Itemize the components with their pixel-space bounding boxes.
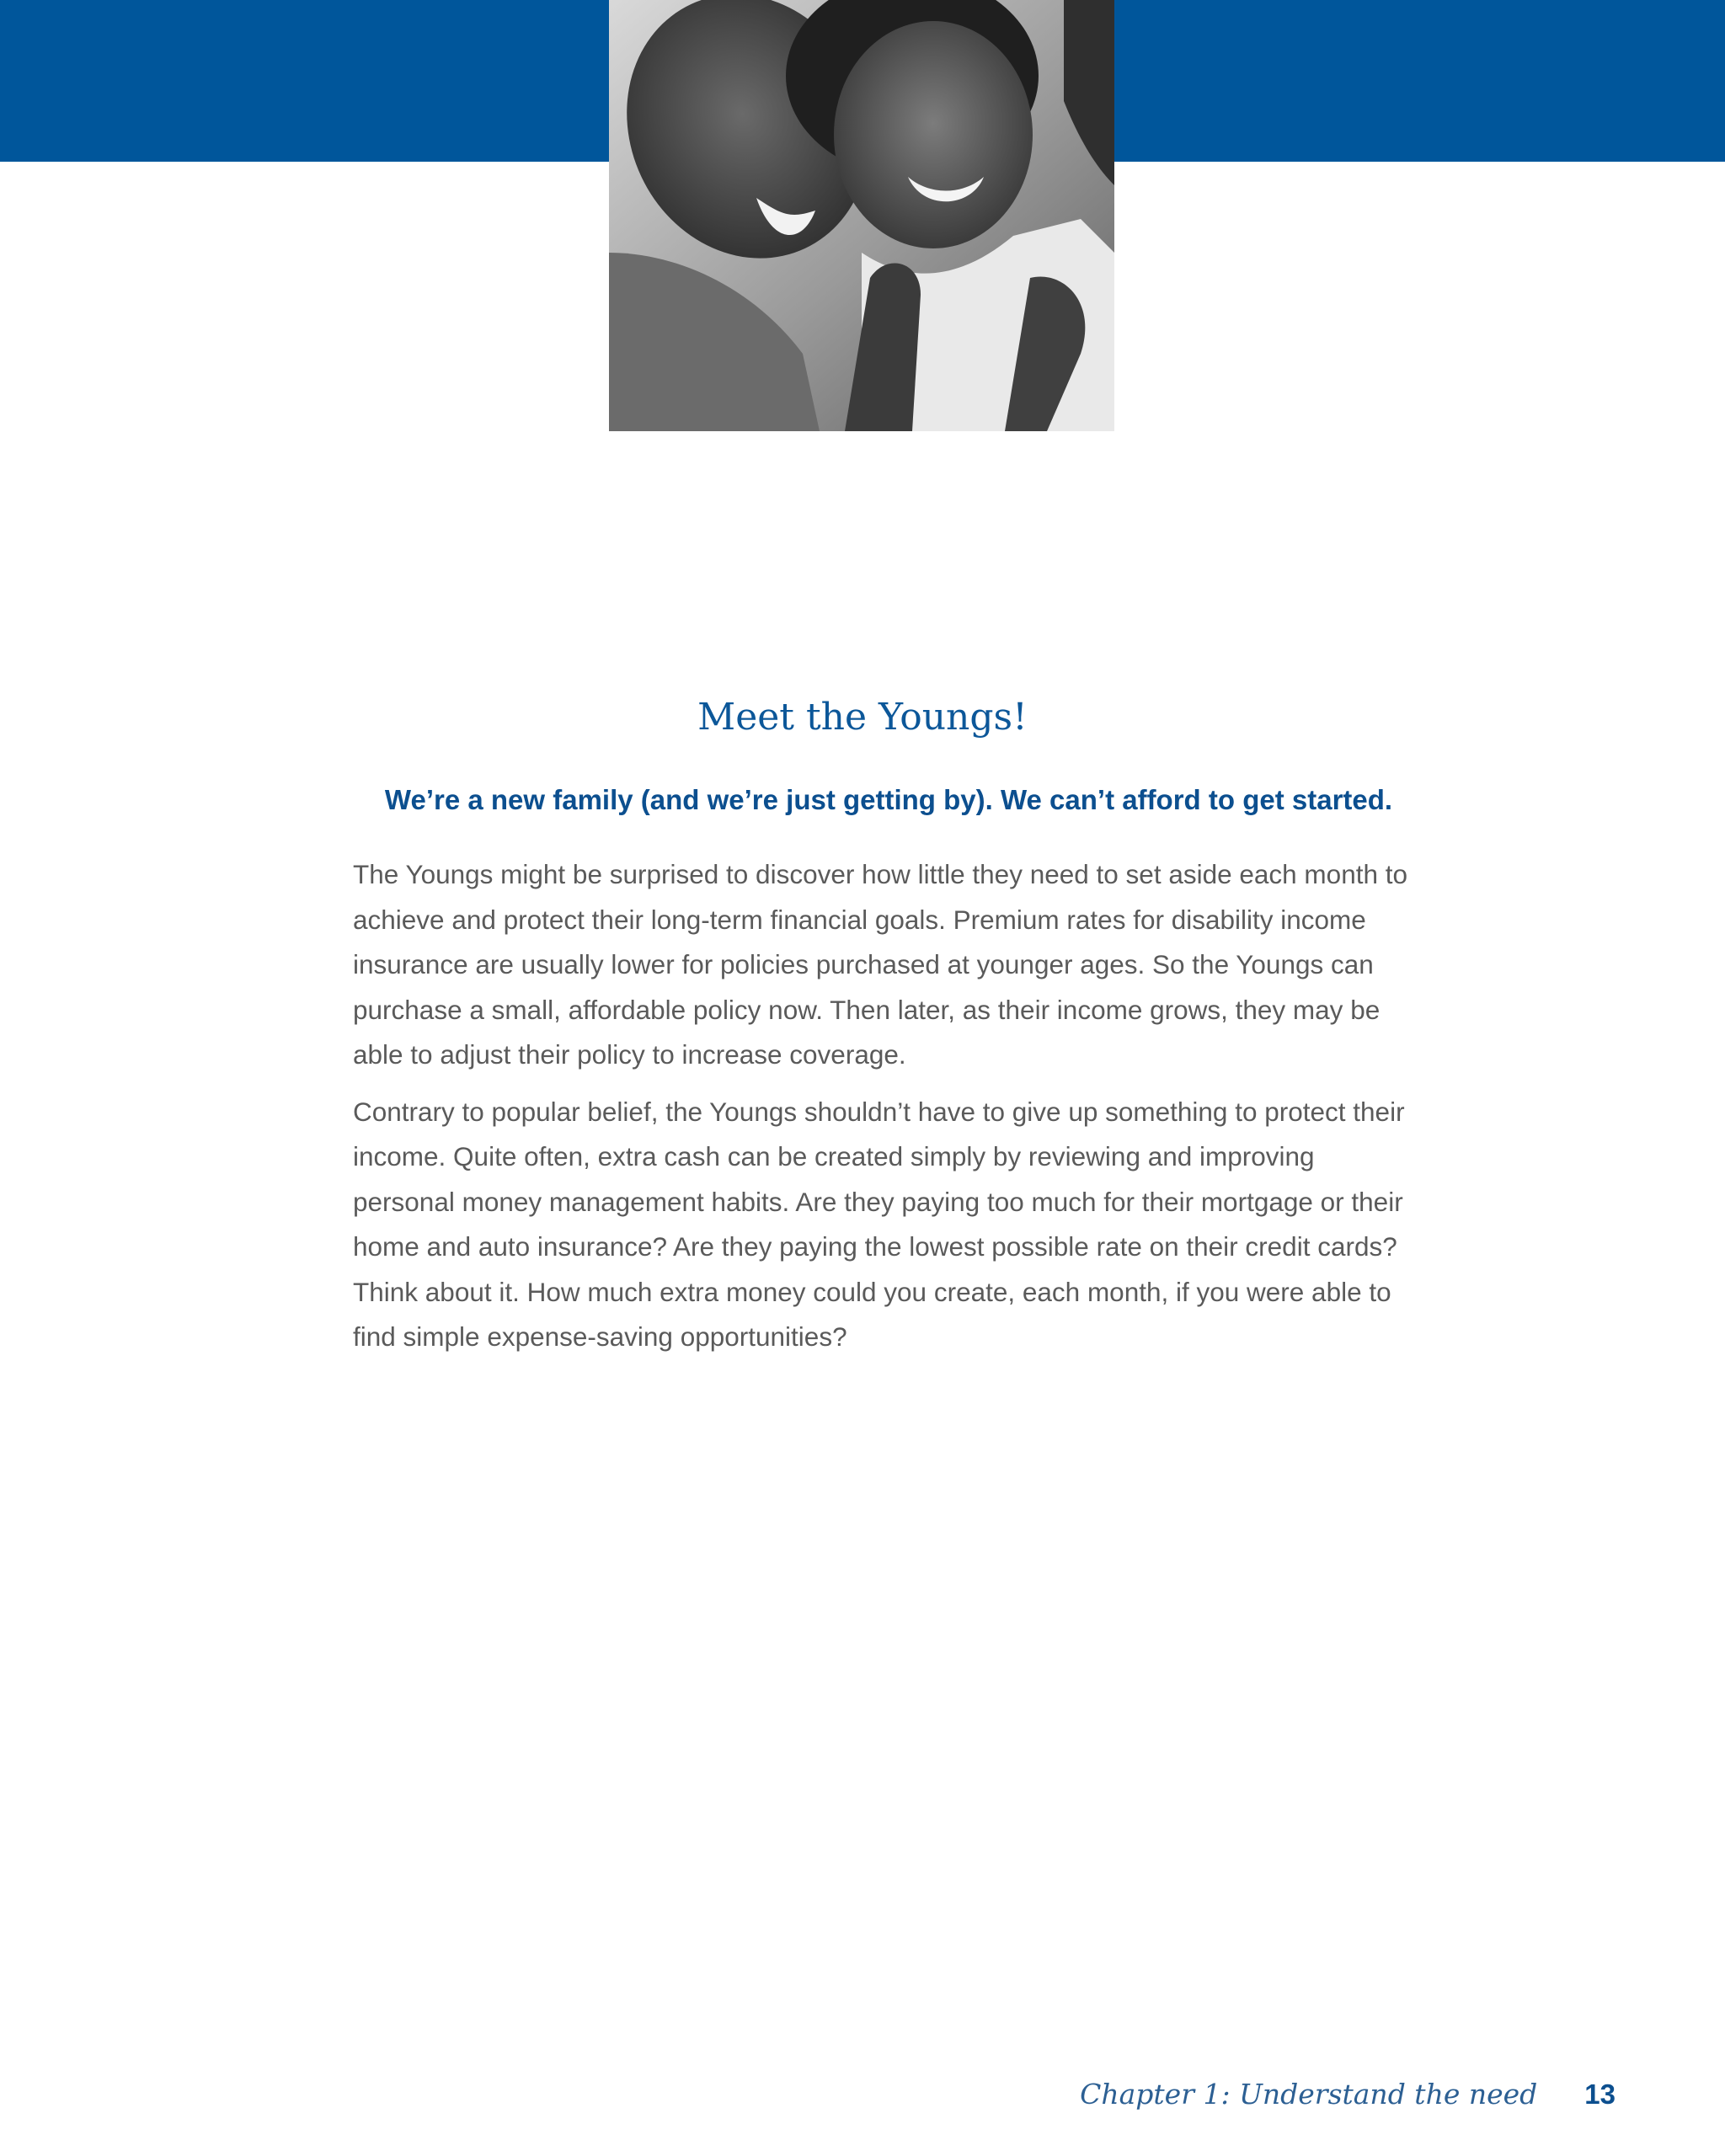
page-title: Meet the Youngs! bbox=[697, 696, 1028, 739]
body-text bbox=[353, 852, 1414, 1372]
couple-photo-image bbox=[609, 0, 1114, 431]
paragraph: Contrary to popular belief, the Youngs shouldn’t have to give up something to protect their income. Quite often, extra cash can be created simply by reviewing and improving personal money management habits. Are they paying too much for their mortgage or their home and auto insurance? Are they paying the lowest possible rate on their credit cards? Think about it. How much extra money could you create, each month, if you were able to find simple expense-saving opportunities? bbox=[353, 1096, 1405, 1352]
paragraph: The Youngs might be surprised to discover how little they need to set aside each month to achieve and protect their long-term financial goals. Premium rates for disability income insurance are usually lower for policies purchased at younger ages. So the Youngs can purchase a small, affordable policy now. Then later, as their income grows, they may be able to adjust their policy to increase coverage. bbox=[353, 859, 1408, 1070]
page-subtitle: We’re a new family (and we’re just getting by). We can’t afford to get started. bbox=[384, 784, 1393, 815]
couple-photo bbox=[609, 0, 1114, 431]
footer-chapter-title: Chapter 1: Understand the need bbox=[1080, 2078, 1538, 2111]
page-number: 13 bbox=[1584, 2079, 1616, 2110]
page-footer bbox=[1080, 2073, 1616, 2116]
